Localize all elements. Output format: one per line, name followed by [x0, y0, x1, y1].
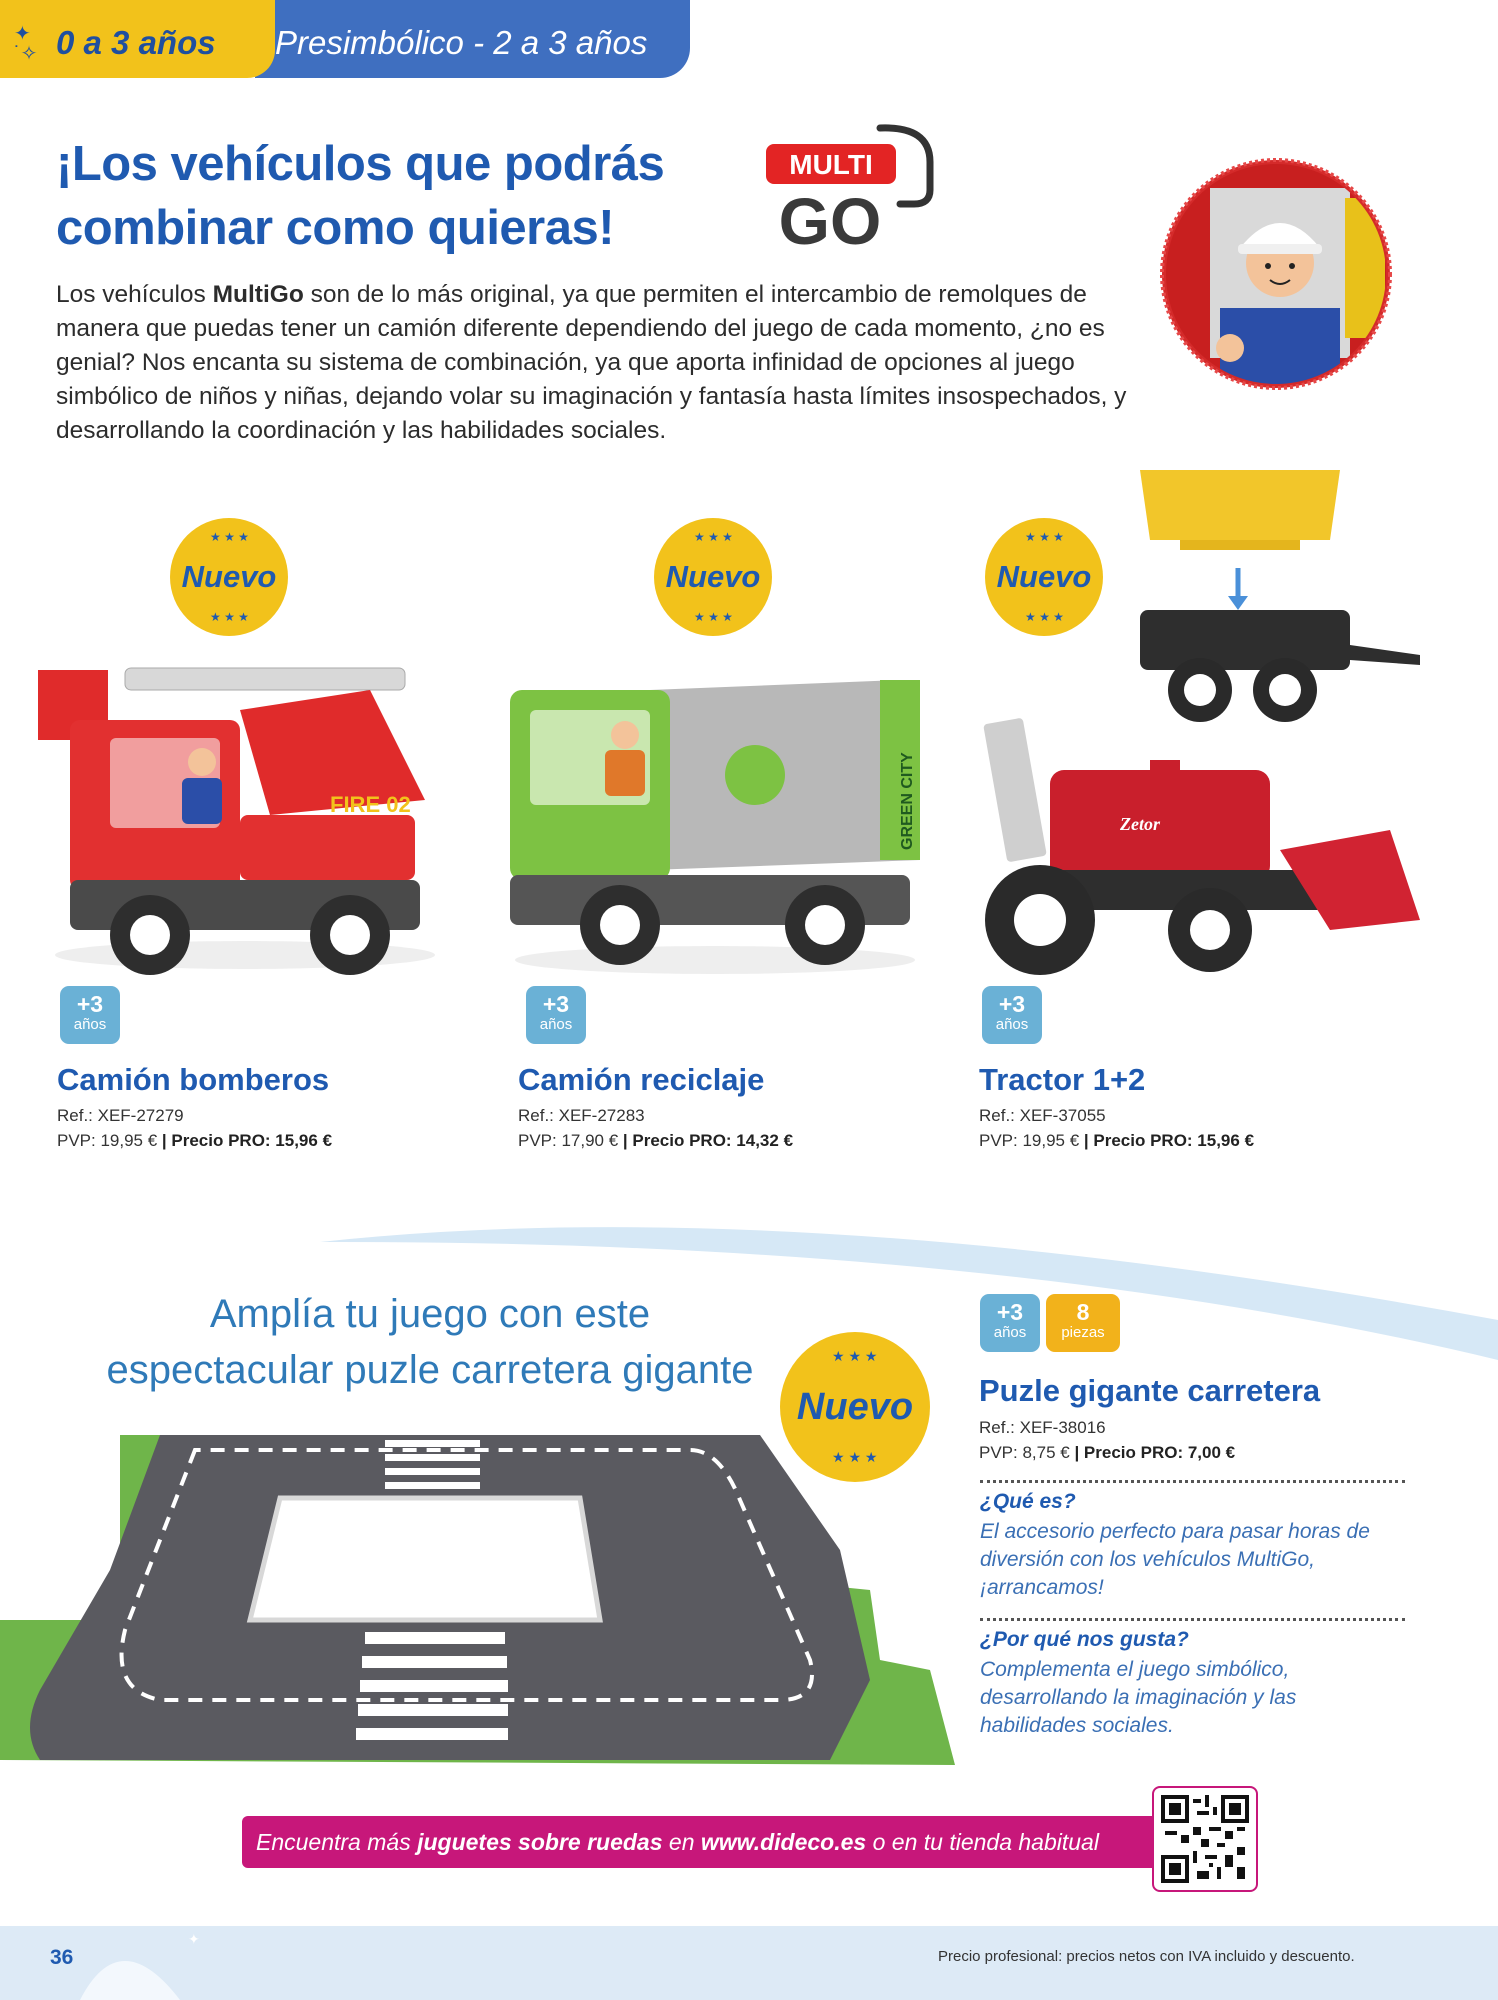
pro-price: | Precio PRO: 14,32 € [622, 1131, 794, 1150]
product-ref: Ref.: XEF-38016 [979, 1418, 1106, 1437]
section-tab-label: Presimbólico - 2 a 3 años [275, 24, 648, 61]
decorative-globe-icon [60, 1922, 200, 2000]
pieces-value: 8 [1076, 1299, 1090, 1325]
road-puzzle-image [0, 1430, 960, 1770]
nuevo-badge-label: Nuevo [665, 559, 761, 594]
nuevo-badge-label: Nuevo [796, 1385, 914, 1428]
nuevo-badge: ★ ★ ★ Nuevo ★ ★ ★ [654, 518, 772, 636]
pvp-price: PVP: 19,95 € [979, 1131, 1084, 1150]
intro-text-rest: son de lo más original, ya que permiten el intercambio de remolques de manera que puedas tener un camión diferente dependiendo del juego de cada momento, ¿no es genial? Nos encanta su sistema de combinación, ya que aporta infinidad de opciones al juego simbólico de niños y niñas, dejando volar su imaginación y fantasía hasta límites insospechados, y desarrollando la coordinación y las habilidades sociales. [56, 281, 1127, 444]
nuevo-badge: ★ ★ ★ Nuevo ★ ★ ★ [985, 518, 1103, 636]
tagline-line1: Amplía tu juego con este [209, 1292, 651, 1336]
what-is-text: El accesorio perfecto para pasar horas de diversión con los vehículos MultiGo, ¡arrancamos! [980, 1520, 1370, 1599]
fire-truck-label: FIRE 02 [330, 792, 411, 817]
headline-line1: ¡Los vehículos que podrás [56, 137, 665, 191]
pieces-tag [1046, 1294, 1120, 1352]
product-name: Camión reciclaje [518, 1062, 765, 1097]
product-name: Tractor 1+2 [979, 1062, 1146, 1097]
age-unit: años [995, 1016, 1029, 1033]
qr-pattern [1161, 1795, 1249, 1883]
banner-text: en [662, 1829, 701, 1855]
tractor-label: Zetor [1120, 814, 1160, 834]
puzzle-tagline [80, 1286, 780, 1398]
tractor-image [950, 460, 1430, 990]
multigo-logo [760, 122, 940, 258]
price-footnote: Precio profesional: precios netos con IVA incluido y descuento. [938, 1948, 1355, 1965]
product-price [57, 1131, 332, 1151]
stars-icon: ✦ ˙✧ [14, 23, 38, 65]
pvp-price: PVP: 17,90 € [518, 1131, 623, 1150]
qr-code-icon[interactable] [1152, 1786, 1258, 1892]
banner-text: Encuentra más [256, 1829, 418, 1855]
age-tag [526, 986, 586, 1044]
why-we-like-title: ¿Por qué nos gusta? [980, 1628, 1189, 1651]
pvp-price: PVP: 8,75 € [979, 1443, 1075, 1462]
product-ref: Ref.: XEF-37055 [979, 1106, 1106, 1125]
age-tab [0, 0, 275, 78]
what-is-title: ¿Qué es? [980, 1490, 1076, 1513]
page-number: 36 [50, 1946, 74, 1969]
age-unit: años [73, 1016, 107, 1033]
page-headline [56, 132, 736, 260]
nuevo-badge: ★ ★ ★ Nuevo ★ ★ ★ [780, 1332, 930, 1482]
pro-price: | Precio PRO: 15,96 € [161, 1131, 333, 1150]
recycling-truck-label: GREEN CITY [899, 752, 916, 850]
intro-paragraph [56, 278, 1136, 448]
banner-website-link[interactable]: www.dideco.es [700, 1829, 867, 1855]
intro-brand: MultiGo [212, 281, 304, 308]
tagline-line2: espectacular puzle carretera gigante [106, 1348, 754, 1392]
age-value: +3 [542, 991, 570, 1017]
age-tab-label: 0 a 3 años [56, 24, 216, 61]
section-tab [255, 0, 690, 78]
nuevo-badge-label: Nuevo [181, 559, 277, 594]
website-banner[interactable] [242, 1816, 1172, 1868]
age-value: +3 [998, 991, 1026, 1017]
product-name: Puzle gigante carretera [979, 1373, 1321, 1408]
nuevo-badge-label: Nuevo [996, 559, 1092, 594]
svg-text:✦: ✦ [188, 1931, 200, 1947]
headline-line2: combinar como quieras! [56, 201, 615, 255]
dotted-divider [980, 1480, 1405, 1483]
product-name: Camión bomberos [57, 1062, 330, 1097]
product-price [979, 1131, 1254, 1151]
logo-multi-text: MULTI [789, 149, 873, 180]
age-unit: años [539, 1016, 573, 1033]
why-we-like-text: Complementa el juego simbólico, desarrollando la imaginación y las habilidades sociales. [980, 1658, 1297, 1737]
firefighter-inset-image [1160, 158, 1392, 390]
product-price [979, 1443, 1235, 1463]
dotted-divider [980, 1618, 1405, 1621]
product-price [518, 1131, 793, 1151]
product-ref: Ref.: XEF-27279 [57, 1106, 184, 1125]
age-value: +3 [996, 1299, 1024, 1325]
logo-go-text: GO [778, 184, 882, 258]
age-unit: años [993, 1324, 1027, 1341]
product-ref: Ref.: XEF-27283 [518, 1106, 645, 1125]
nuevo-badge: ★ ★ ★ Nuevo ★ ★ ★ [170, 518, 288, 636]
pro-price: | Precio PRO: 15,96 € [1083, 1131, 1255, 1150]
age-tag [980, 1294, 1040, 1352]
recycling-truck-image [500, 660, 940, 990]
pro-price: | Precio PRO: 7,00 € [1074, 1443, 1236, 1462]
age-tag [60, 986, 120, 1044]
fire-truck-image [30, 650, 430, 990]
banner-highlight: juguetes sobre ruedas [417, 1829, 663, 1855]
age-tag [982, 986, 1042, 1044]
intro-text: Los vehículos [56, 281, 213, 308]
pvp-price: PVP: 19,95 € [57, 1131, 162, 1150]
pieces-unit: piezas [1061, 1324, 1105, 1341]
banner-text: o en tu tienda habitual [866, 1829, 1099, 1855]
age-value: +3 [76, 991, 104, 1017]
